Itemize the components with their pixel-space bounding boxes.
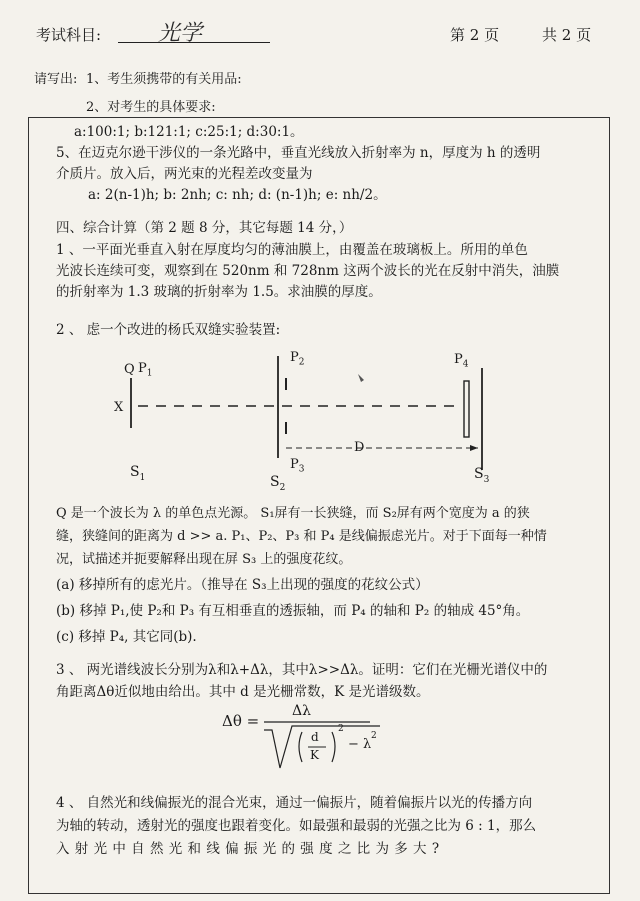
distance-d-arrow <box>470 445 478 451</box>
subject-handwritten: 光学 <box>158 21 203 46</box>
p4-line2: 为轴的转动，透射光的强度也跟着变化。如最强和最弱的光强之比为 6 : 1，那么 <box>56 818 537 834</box>
label-p3: $P_3$ <box>290 457 305 475</box>
label-p4: $P_4$ <box>454 352 469 370</box>
p2-line2: 缝，狭缝间的距离为 d >> a. P₁、P₂、P₃ 和 P₄ 是线偏振虑光片。对于下面每一种情 <box>56 529 547 544</box>
p4-line3: 入 射 光 中 自 然 光 和 线 偏 振 光 的 强 度 之 比 为 多 大 ? <box>56 841 440 857</box>
formula-radical <box>262 716 392 776</box>
section4-title: 四、综合计算（第 2 题 8 分，其它每题 14 分，） <box>56 220 353 236</box>
formula-d: d <box>311 730 319 744</box>
p2-case-a: (a) 移掉所有的虑光片。（推导在 S₃上出现的强度的花纹公式） <box>56 577 429 593</box>
p4-line1: 4 、 自然光和线偏振光的混合光束，通过一偏振片，随着偏振片以光的传播方向 <box>56 795 533 811</box>
q5-line2: 介质片。放入后，两光束的光程差改变量为 <box>56 166 313 182</box>
p2-line1: Q 是一个波长为 λ 的单色点光源。 S₁屏有一长狭缝，而 S₂屏有两个宽度为 a 的狭 <box>56 506 530 521</box>
notice-item-2: 2、对考生的具体要求: <box>86 100 216 115</box>
formula-numerator: Δλ <box>292 703 311 719</box>
label-q: Q <box>124 362 135 377</box>
formula-exp: 2 <box>338 724 344 734</box>
q4-options: a:100:1; b:121:1; c:25:1; d:30:1。 <box>74 124 304 140</box>
paren-right <box>332 732 335 762</box>
polarizer-p4 <box>464 381 469 437</box>
formula-lhs: Δθ = <box>222 712 260 730</box>
label-s1: $S_1$ <box>130 464 146 483</box>
label-s2: $S_2$ <box>270 474 286 493</box>
notice-title: 请写出: <box>34 72 78 87</box>
label-p1: $P_1$ <box>138 361 153 379</box>
p1-line1: 1 、一平面光垂直入射在厚度均匀的薄油膜上，由覆盖在玻璃板上。所用的单色 <box>56 242 528 258</box>
p1-line2: 光波长连续可变，观察到在 520nm 和 728nm 这两个波长的光在反射中消失，油膜 <box>56 263 560 279</box>
label-s3: $S_3$ <box>474 466 490 485</box>
formula-exp2: 2 <box>371 731 377 741</box>
label-p2: $P_2$ <box>290 350 305 368</box>
page-total: 共 2 页 <box>542 26 592 44</box>
page-number: 第 2 页 <box>450 26 500 44</box>
p2-case-b: (b) 移掉 P₁,使 P₂和 P₃ 有互相垂直的透振轴，而 P₄ 的轴和 P₂ 的轴成 45°角。 <box>56 603 530 619</box>
formula-minus-lambda: − λ <box>348 737 372 752</box>
subject-label: 考试科目: <box>36 26 102 44</box>
p3-line2: 角距离Δθ近似地由给出。其中 d 是光栅常数，K 是光谱级数。 <box>56 684 430 700</box>
label-x: X <box>114 400 124 415</box>
p1-line3: 的折射率为 1.3 玻璃的折射率为 1.5。求油膜的厚度。 <box>56 284 382 300</box>
pencil-mark <box>358 374 364 382</box>
notice-item-1: 1、考生须携带的有关用品: <box>86 72 242 87</box>
q5-options: a: 2(n-1)h; b: 2nh; c: nh; d: (n-1)h; e: nh/2。 <box>88 187 387 203</box>
p2-case-c: (c) 移掉 P₄, 其它同(b). <box>56 629 197 645</box>
p2-title: 2 、 虑一个改进的杨氏双缝实验装置: <box>56 322 281 338</box>
formula-k: K <box>310 748 319 762</box>
p3-line1: 3 、 两光谱线波长分别为λ和λ+Δλ，其中λ>>Δλ。证明：它们在光栅光谱仪中的 <box>56 662 548 678</box>
label-d: D <box>354 440 365 455</box>
young-double-slit-diagram <box>100 348 520 498</box>
paren-left <box>299 732 302 762</box>
p2-line3: 况，试描述并扼要解释出现在屏 S₃ 上的强度花纹。 <box>56 552 352 567</box>
q5-line1: 5、在迈克尔逊干涉仪的一条光路中，垂直光线放入折射率为 n，厚度为 h 的透明 <box>56 145 541 161</box>
